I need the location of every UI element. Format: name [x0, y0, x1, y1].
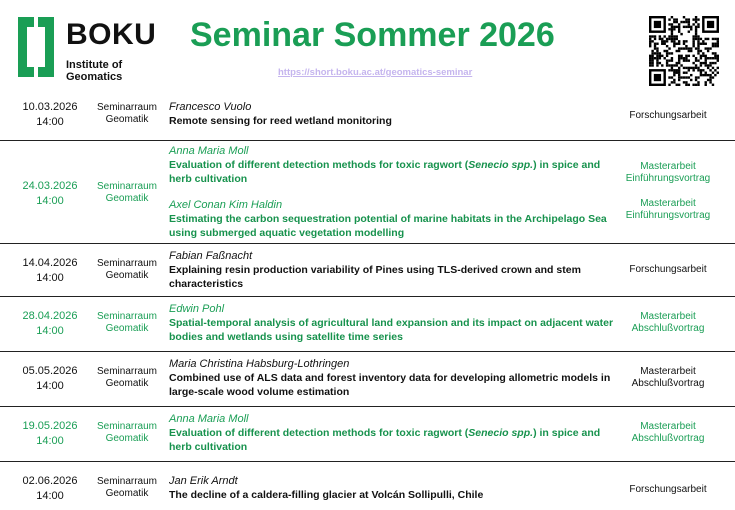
session-date	[14, 100, 86, 130]
talk	[169, 302, 624, 344]
talk-title: Estimating the carbon sequestration potential of marine habitats in the Archipelago Sea using submerged aquatic vegetation modelling	[169, 213, 607, 239]
talk	[169, 412, 624, 454]
date-text: 05.05.2026	[22, 365, 78, 377]
seminar-schedule	[0, 94, 735, 510]
date-text: 24.03.2026	[22, 180, 78, 192]
title-part: Evaluation of different detection methods for toxic ragwort (	[169, 159, 469, 171]
session-room: Seminarraum Geomatik	[96, 102, 158, 125]
date-text: 19.05.2026	[22, 420, 78, 432]
talk	[169, 198, 624, 240]
talk-title	[169, 158, 624, 186]
time-text: 14:00	[36, 435, 64, 447]
talk	[169, 474, 624, 502]
time-text: 14:00	[36, 116, 64, 128]
time-text: 14:00	[36, 195, 64, 207]
session-date	[14, 474, 86, 504]
title-part: Evaluation of different detection methods for toxic ragwort (	[169, 427, 469, 439]
talk-title: Explaining resin production variability of Pines using TLS-derived crown and stem characteristics	[169, 264, 581, 290]
date-text: 28.04.2026	[22, 310, 78, 322]
talk-type: Masterarbeit Abschlußvortrag	[631, 366, 705, 389]
speaker-name: Jan Erik Arndt	[169, 475, 238, 487]
title-part: ) in spice and herb cultivation	[169, 427, 601, 453]
boku-logo	[14, 15, 157, 83]
talk	[169, 100, 624, 128]
talk	[169, 357, 624, 399]
session-row	[0, 141, 735, 244]
time-text: 14:00	[36, 490, 64, 502]
session-room: Seminarraum Geomatik	[96, 476, 158, 499]
session-room: Seminarraum Geomatik	[96, 366, 158, 389]
session-row	[0, 244, 735, 297]
boku-bracket-icon	[14, 15, 58, 79]
speaker-name: Francesco Vuolo	[169, 101, 252, 113]
session-room: Seminarraum Geomatik	[96, 421, 158, 444]
title-part: ) in spice and herb cultivation	[169, 159, 601, 185]
speaker-name: Anna Maria Moll	[169, 413, 249, 425]
talk-title: The decline of a caldera-filling glacier at Volcán Sollipulli, Chile	[169, 489, 484, 501]
page-title: Seminar Sommer 2026	[190, 16, 555, 54]
talk	[169, 144, 624, 186]
time-text: 14:00	[36, 325, 64, 337]
speaker-name: Axel Conan Kim Haldin	[169, 199, 283, 211]
date-text: 14.04.2026	[22, 257, 78, 269]
session-row	[0, 297, 735, 352]
talk-title: Combined use of ALS data and forest inventory data for developing allometric models in large-scale wood volume estimation	[169, 372, 611, 398]
session-date	[14, 256, 86, 286]
talk-title: Spatial-temporal analysis of agricultural land expansion and its impact on adjacent water bodies and wetlands using satellite time series	[169, 317, 614, 343]
session-date	[14, 364, 86, 394]
talk-type: Forschungsarbeit	[629, 484, 707, 495]
session-room: Seminarraum Geomatik	[96, 311, 158, 334]
talk-title: Remote sensing for reed wetland monitoring	[169, 115, 392, 127]
date-text: 10.03.2026	[22, 101, 78, 113]
logo-wordmark: BOKU	[66, 18, 157, 51]
time-text: 14:00	[36, 380, 64, 392]
talk-type: Forschungsarbeit	[629, 110, 707, 121]
talk-type: Masterarbeit Abschlußvortrag	[631, 421, 705, 444]
date-text: 02.06.2026	[22, 475, 78, 487]
talk-type: Masterarbeit Einführungsvortrag	[625, 198, 711, 221]
session-date	[14, 309, 86, 339]
session-row	[0, 462, 735, 510]
session-row	[0, 352, 735, 407]
time-text: 14:00	[36, 272, 64, 284]
qr-code-icon	[649, 16, 719, 86]
session-date	[14, 179, 86, 209]
species-name: Senecio spp.	[468, 159, 534, 171]
species-name: Senecio spp.	[468, 427, 534, 439]
session-row	[0, 94, 735, 141]
session-row	[0, 407, 735, 462]
talk-type: Forschungsarbeit	[629, 264, 707, 275]
speaker-name: Fabian Faßnacht	[169, 250, 253, 262]
talk-type: Masterarbeit Einführungsvortrag	[625, 161, 711, 184]
seminar-link[interactable]: https://short.boku.ac.at/geomatics-seminar	[278, 67, 473, 78]
institute-name: Institute of Geomatics	[66, 59, 123, 83]
speaker-name: Maria Christina Habsburg-Lothringen	[169, 358, 350, 370]
talk	[169, 249, 624, 291]
speaker-name: Anna Maria Moll	[169, 145, 249, 157]
session-date	[14, 419, 86, 449]
talk-type: Masterarbeit Abschlußvortrag	[631, 311, 705, 334]
session-room: Seminarraum Geomatik	[96, 258, 158, 281]
session-room: Seminarraum Geomatik	[96, 181, 158, 204]
speaker-name: Edwin Pohl	[169, 303, 225, 315]
talk-title	[169, 426, 624, 454]
